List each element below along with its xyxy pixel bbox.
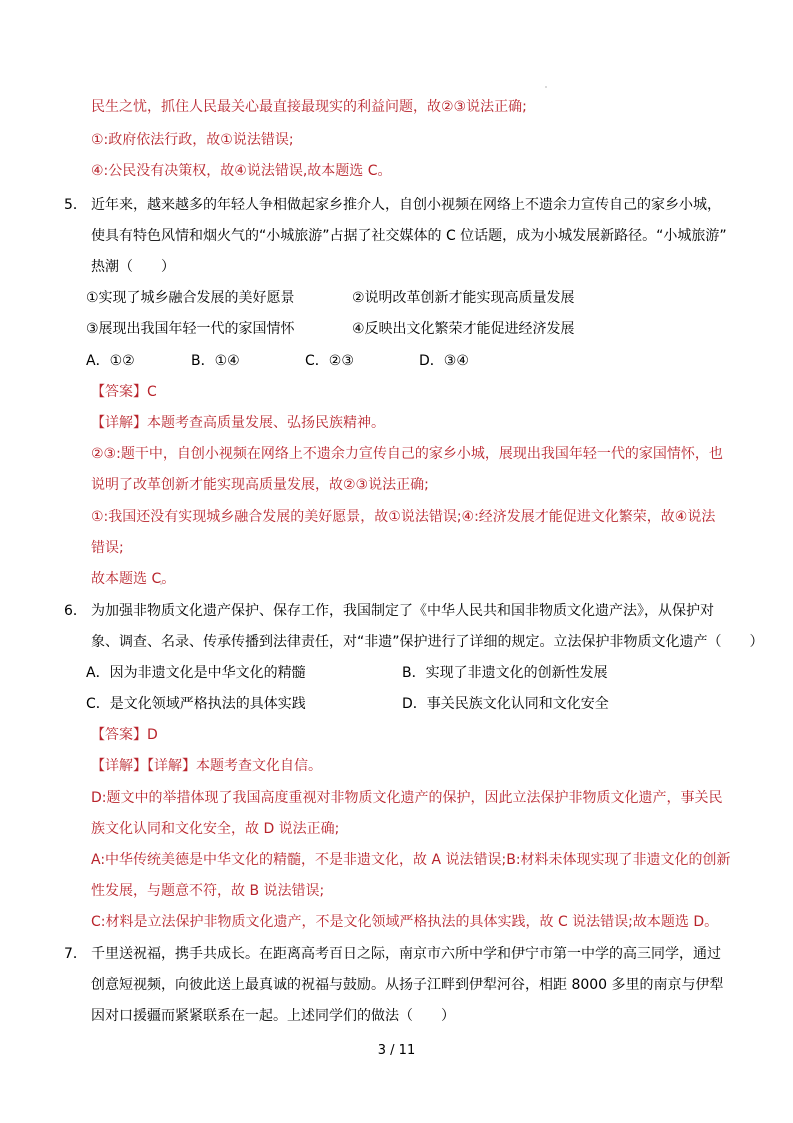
question-6-explanation-line-5: C:材料是立法保护非物质文化遗产，不是文化领域严格执法的具体实践，故 C 说法错误;故本题选 D。 (91, 914, 719, 930)
prev-explanation-line-2: ①:政府依法行政，故①说法错误; (91, 132, 294, 148)
question-7-number: 7． (64, 946, 87, 962)
question-7-stem-line-3: 因对口援疆而紧紧联系在一起。上述同学们的做法（ ） (91, 1008, 455, 1024)
question-6-stem-line-2: 象、调查、名录、传承传播到法律责任，对“非遗”保护进行了详细的规定。立法保护非物质文化遗产（ ） (91, 634, 764, 650)
question-5-option-c: C．②③ (305, 353, 354, 369)
question-5-statement-4: ④反映出文化繁荣才能促进经济发展 (352, 321, 575, 337)
question-6-option-a: A．因为非遗文化是中华文化的精髓 (86, 665, 306, 681)
question-5-option-d: D．③④ (419, 353, 469, 369)
question-5-statement-3: ③展现出我国年轻一代的家国情怀 (86, 321, 295, 337)
question-7-stem-line-1: 千里送祝福，携手共成长。在距离高考百日之际，南京市六所中学和伊宁市第一中学的高三同学，通过 (91, 946, 721, 962)
question-7-stem-line-2: 创意短视频，向彼此送上最真诚的祝福与鼓励。从扬子江畔到伊犁河谷，相距 8000 多里的南京与伊犁 (91, 977, 724, 993)
question-5-explanation-line-3: ①:我国还没有实现城乡融合发展的美好愿景，故①说法错误;④:经济发展才能促进文化繁荣，故④说法 (91, 509, 716, 525)
question-6-answer: 【答案】D (91, 727, 158, 743)
question-5-option-b: B．①④ (191, 353, 240, 369)
question-5-detail-heading: 【详解】本题考查高质量发展、弘扬民族精神。 (91, 415, 385, 431)
question-6-number: 6． (64, 603, 87, 619)
question-6-explanation-line-3: A:中华传统美德是中华文化的精髓，不是非遗文化，故 A 说法错误;B:材料未体现实现了非遗文化的创新 (91, 852, 731, 868)
page-number: 3 / 11 (377, 1043, 416, 1058)
question-6-detail-heading: 【详解】【详解】本题考查文化自信。 (91, 758, 322, 774)
question-6-explanation-line-2: 族文化认同和文化安全，故 D 说法正确; (91, 821, 340, 837)
question-5-statement-2: ②说明改革创新才能实现高质量发展 (352, 290, 575, 306)
question-6-stem-line-1: 为加强非物质文化遗产保护、保存工作，我国制定了《中华人民共和国非物质文化遗产法》，从保护对 (91, 603, 714, 619)
question-5-stem-line-2: 使具有特色风情和烟火气的“小城旅游”占据了社交媒体的 C 位话题，成为小城发展新路径。“小城旅游” (91, 228, 727, 244)
question-5-explanation-line-5: 故本题选 C。 (91, 571, 176, 587)
question-5-stem-line-3: 热潮（ ） (91, 259, 175, 275)
question-5-explanation-line-4: 错误; (91, 540, 124, 556)
page-speck (545, 86, 547, 88)
question-5-option-a: A．①② (86, 353, 135, 369)
question-5-answer: 【答案】C (91, 384, 157, 400)
question-5-explanation-line-2: 说明了改革创新才能实现高质量发展，故②③说法正确; (91, 477, 429, 493)
question-6-option-b: B．实现了非遗文化的创新性发展 (402, 665, 608, 681)
question-5-number: 5． (64, 197, 87, 213)
question-6-explanation-line-4: 性发展，与题意不符，故 B 说法错误; (91, 883, 325, 899)
question-6-option-d: D．事关民族文化认同和文化安全 (402, 696, 609, 712)
question-5-explanation-line-1: ②③:题干中，自创小视频在网络上不遗余力宣传自己的家乡小城，展现出我国年轻一代的家国情怀，也 (91, 446, 723, 462)
question-6-option-c: C．是文化领域严格执法的具体实践 (86, 696, 306, 712)
prev-explanation-line-1: 民生之忧，抓住人民最关心最直接最现实的利益问题，故②③说法正确; (91, 99, 527, 115)
question-6-explanation-line-1: D:题文中的举措体现了我国高度重视对非物质文化遗产的保护，因此立法保护非物质文化遗产，事关民 (91, 790, 723, 806)
prev-explanation-line-3: ④:公民没有决策权，故④说法错误,故本题选 C。 (91, 163, 392, 179)
question-5-stem-line-1: 近年来，越来越多的年轻人争相做起家乡推介人，自创小视频在网络上不遗余力宣传自己的家乡小城， (91, 197, 721, 213)
question-5-statement-1: ①实现了城乡融合发展的美好愿景 (86, 290, 295, 306)
